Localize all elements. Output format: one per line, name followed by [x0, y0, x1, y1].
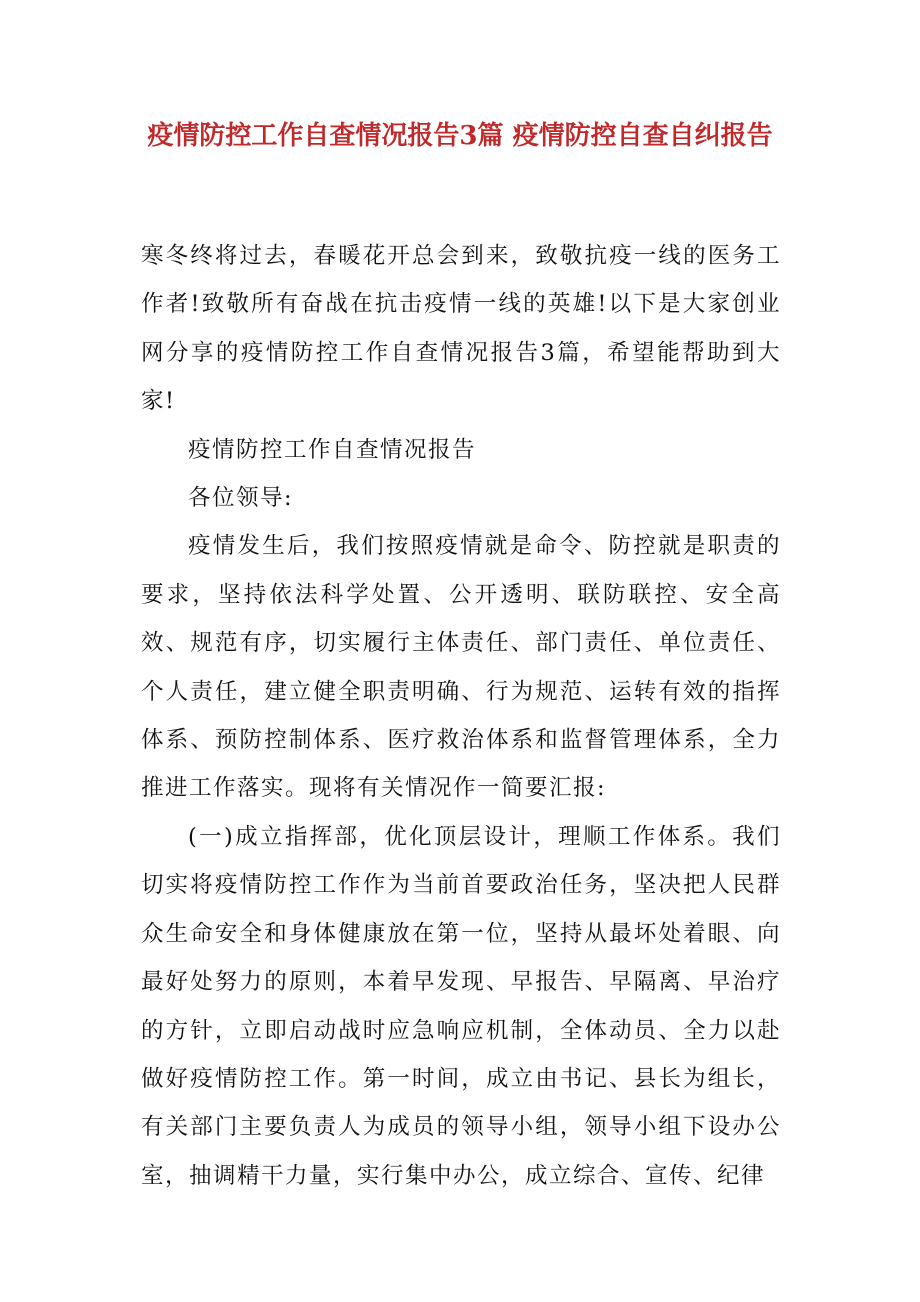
intro-paragraph: 寒冬终将过去，春暖花开总会到来，致敬抗疫一线的医务工作者!致敬所有奋战在抗击疫情一线的英雄!以下是大家创业网分享的疫情防控工作自查情况报告3篇，希望能帮助到大家!: [141, 243, 781, 415]
document-title: 疫情防控工作自查情况报告3篇 疫情防控自查自纠报告: [147, 121, 773, 151]
body-paragraph: 疫情发生后，我们按照疫情就是命令、防控就是职责的要求，坚持依法科学处置、公开透明、联防联控、安全高效、规范有序，切实履行主体责任、部门责任、单位责任、个人责任，建立健全职责明确、行为规范、运转有效的指挥体系、预防控制体系、医疗救治体系和监督管理体系，全力推进工作落实。现将有关情况作一简要汇报:: [141, 533, 781, 802]
document-body: [141, 232, 781, 1200]
body-paragraph: (一)成立指挥部，优化顶层设计，理顺工作体系。我们切实将疫情防控工作作为当前首要政治任务，坚决把人民群众生命安全和身体健康放在第一位，坚持从最坏处着眼、向最好处努力的原则，本着早发现、早报告、早隔离、早治疗的方针，立即启动战时应急响应机制，全体动员、全力以赴做好疫情防控工作。第一时间，成立由书记、县长为组长，有关部门主要负责人为成员的领导小组，领导小组下设办公室，抽调精干力量，实行集中办公，成立综合、宣传、纪律: [141, 823, 781, 1189]
report-heading: 疫情防控工作自查情况报告: [188, 436, 477, 463]
salutation: 各位领导:: [188, 485, 294, 512]
